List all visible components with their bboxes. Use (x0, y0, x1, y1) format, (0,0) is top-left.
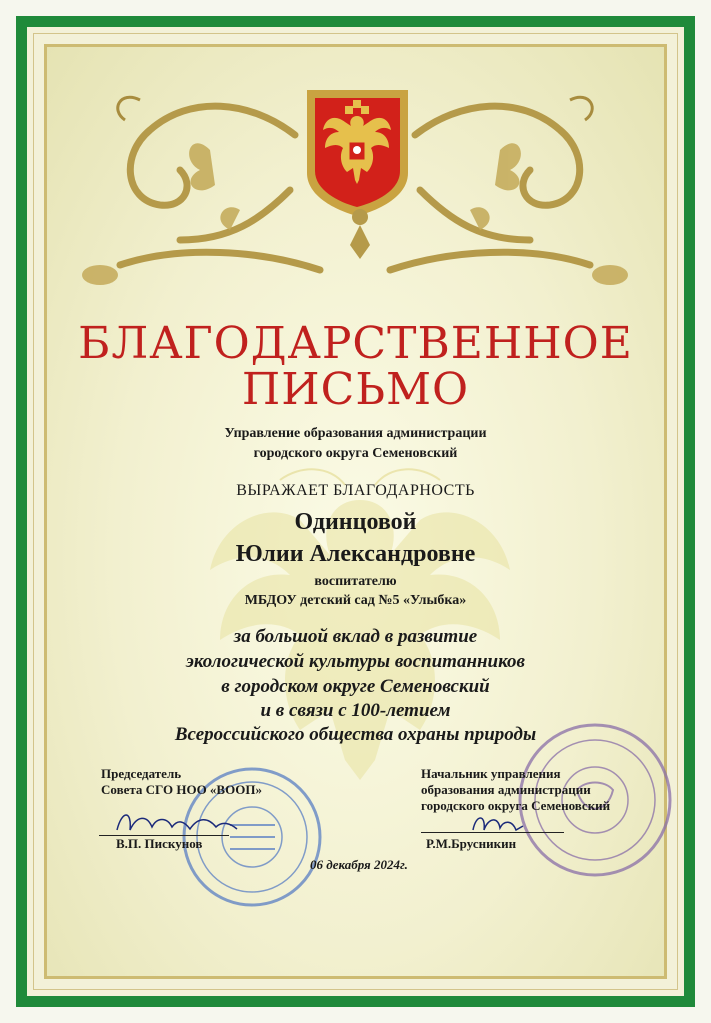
reason-line: за большой вклад в развитие (233, 626, 478, 647)
right-signature-line (421, 832, 564, 833)
title-line2: ПИСЬМО (241, 364, 470, 415)
organization-line1: Управление образования администрации (224, 426, 487, 441)
date: 06 декабря 2024г. (310, 857, 408, 872)
russian-coat-of-arms-icon (305, 88, 410, 218)
organization-line2: городского округа Семеновский (253, 446, 458, 461)
left-signatory-name: В.П. Пискунов (116, 836, 203, 851)
reason-line: в городском округе Семеновский (221, 676, 490, 697)
right-signatory-title-line1: Начальник управления (421, 766, 561, 781)
expresses-gratitude: ВЫРАЖАЕТ БЛАГОДАРНОСТЬ (236, 482, 475, 499)
recipient-surname: Одинцовой (294, 509, 417, 535)
right-signatory-name: Р.М.Брусникин (426, 836, 517, 851)
right-signatory-title-line3: городского округа Семеновский (421, 798, 611, 813)
reason-line: экологической культуры воспитанников (185, 651, 525, 672)
reason-line: Всероссийского общества охраны природы (174, 724, 537, 745)
recipient-name: Юлии Александровне (235, 541, 476, 567)
recipient-workplace: МБДОУ детский сад №5 «Улыбка» (244, 593, 467, 608)
right-signatory-title-line2: образования администрации (421, 782, 591, 797)
title-line1: БЛАГОДАРСТВЕННОЕ (78, 318, 633, 369)
left-signatory-title-line1: Председатель (101, 766, 182, 781)
recipient-position: воспитателю (314, 574, 397, 589)
left-signatory-title-line2: Совета СГО НОО «ВООП» (101, 782, 262, 797)
reason-line: и в связи с 100-летием (260, 700, 451, 721)
emblem-pendant-icon (340, 205, 380, 260)
